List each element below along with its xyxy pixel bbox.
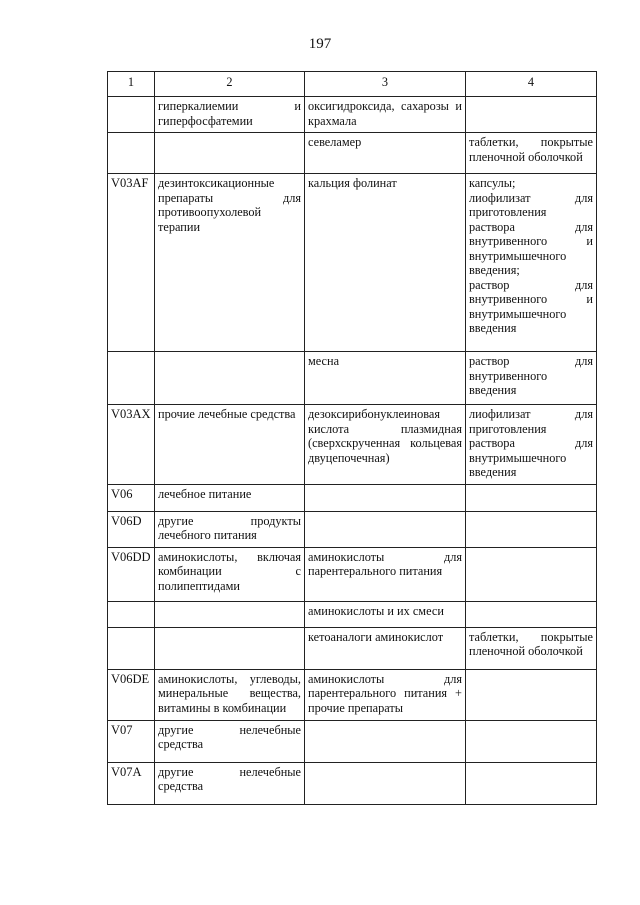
drug-cell-text: аминокислоты для парентерального питания + прочие препараты [308,671,462,715]
group-cell [155,720,305,762]
drug-cell [305,720,466,762]
code-cell [108,669,155,720]
table-row [108,547,597,601]
table-row [108,720,597,762]
code-cell [108,97,155,133]
group-cell-text: другие нелечебные средства [158,764,301,793]
table-row [108,669,597,720]
drug-cell [305,627,466,669]
form-cell [466,405,597,485]
column-header: 4 [466,72,597,97]
drug-cell-text: севеламер [308,135,362,149]
drug-cell-text: кетоаналоги аминокислот [308,629,444,644]
group-cell [155,174,305,352]
group-cell [155,511,305,547]
drug-cell-text: оксигидроксида, сахарозы и крахмала [308,99,462,128]
group-cell-text: аминокислоты, углеводы, минеральные вещества, витамины в комбинации [158,671,301,715]
table-row [108,352,597,405]
page-number: 197 [308,36,332,52]
table-row [108,601,597,627]
form-cell [466,627,597,669]
code-cell-text: V06DE [111,671,150,686]
group-cell-text: гиперкалиемии и гиперфосфатемии [158,99,301,128]
group-cell [155,669,305,720]
table-row [108,484,597,511]
form-cell-text: лиофилизат для приготовления раствора для внутримышечного введения [469,407,593,479]
drug-cell [305,97,466,133]
form-cell [466,174,597,352]
column-header: 3 [305,72,466,97]
code-cell-text: V06 [111,486,133,501]
form-cell [466,97,597,133]
group-cell-text: другие нелечебные средства [158,722,301,751]
group-cell-text: лечебное питание [158,486,252,501]
form-cell [466,762,597,804]
group-cell [155,484,305,511]
drug-cell [305,133,466,174]
code-cell-text: V03AX [111,407,151,421]
form-cell [466,601,597,627]
form-cell [466,720,597,762]
drug-cell [305,601,466,627]
code-cell [108,484,155,511]
code-cell [108,174,155,352]
code-cell [108,762,155,804]
drug-cell [305,762,466,804]
table-row [108,174,597,352]
code-cell [108,720,155,762]
column-header: 1 [108,72,155,97]
form-cell-text: таблетки, покрытые пленочной оболочкой [469,135,593,164]
form-cell-text: капсулы; лиофилизат для приготовления раствора для внутривенного и внутримышечного введения; раствор для внутривенного и внутримышечного введения [469,176,593,335]
group-cell [155,352,305,405]
table-row [108,511,597,547]
code-cell [108,627,155,669]
drug-cell [305,352,466,405]
form-cell-text: раствор для внутривенного введения [469,354,593,397]
form-cell [466,547,597,601]
code-cell [108,133,155,174]
code-cell-text: V06D [111,513,142,528]
group-cell [155,133,305,174]
form-cell [466,352,597,405]
table-row [108,97,597,133]
table-row [108,405,597,485]
drug-cell [305,405,466,485]
drug-cell [305,511,466,547]
group-cell [155,601,305,627]
drug-cell [305,669,466,720]
drug-cell-text: аминокислоты и их смеси [308,603,444,618]
code-cell [108,405,155,485]
drug-cell [305,484,466,511]
drug-cell [305,174,466,352]
code-cell-text: V07A [111,764,142,779]
form-cell [466,511,597,547]
code-cell-text: V07 [111,722,133,737]
table-row [108,762,597,804]
table-row [108,133,597,174]
form-cell-text: таблетки, покрытые пленочной оболочкой [469,629,593,658]
drug-cell-text: дезоксирибонуклеиновая кислота плазмидная (сверхскрученная кольцевая двуцепочечная) [308,407,462,465]
group-cell-text: аминокислоты, включая комбинации с полипептидами [158,549,301,593]
group-cell [155,762,305,804]
form-cell [466,669,597,720]
code-cell [108,352,155,405]
code-cell [108,547,155,601]
table-header-row [108,72,597,97]
code-cell-text: V06DD [111,549,151,564]
group-cell-text: другие продукты лечебного питания [158,513,301,542]
drug-cell-text: кальция фолинат [308,176,397,190]
code-cell [108,511,155,547]
code-cell [108,601,155,627]
group-cell-text: прочие лечебные средства [158,407,296,421]
form-cell [466,484,597,511]
table-row [108,627,597,669]
group-cell [155,405,305,485]
drug-cell [305,547,466,601]
drug-cell-text: месна [308,354,340,368]
form-cell [466,133,597,174]
group-cell-text: дезинтоксикационные препараты для противоопухолевой терапии [158,176,301,234]
group-cell [155,627,305,669]
drug-cell-text: аминокислоты для парентерального питания [308,549,462,578]
code-cell-text: V03AF [111,176,149,190]
drug-table [107,71,597,805]
group-cell [155,547,305,601]
group-cell [155,97,305,133]
column-header: 2 [155,72,305,97]
